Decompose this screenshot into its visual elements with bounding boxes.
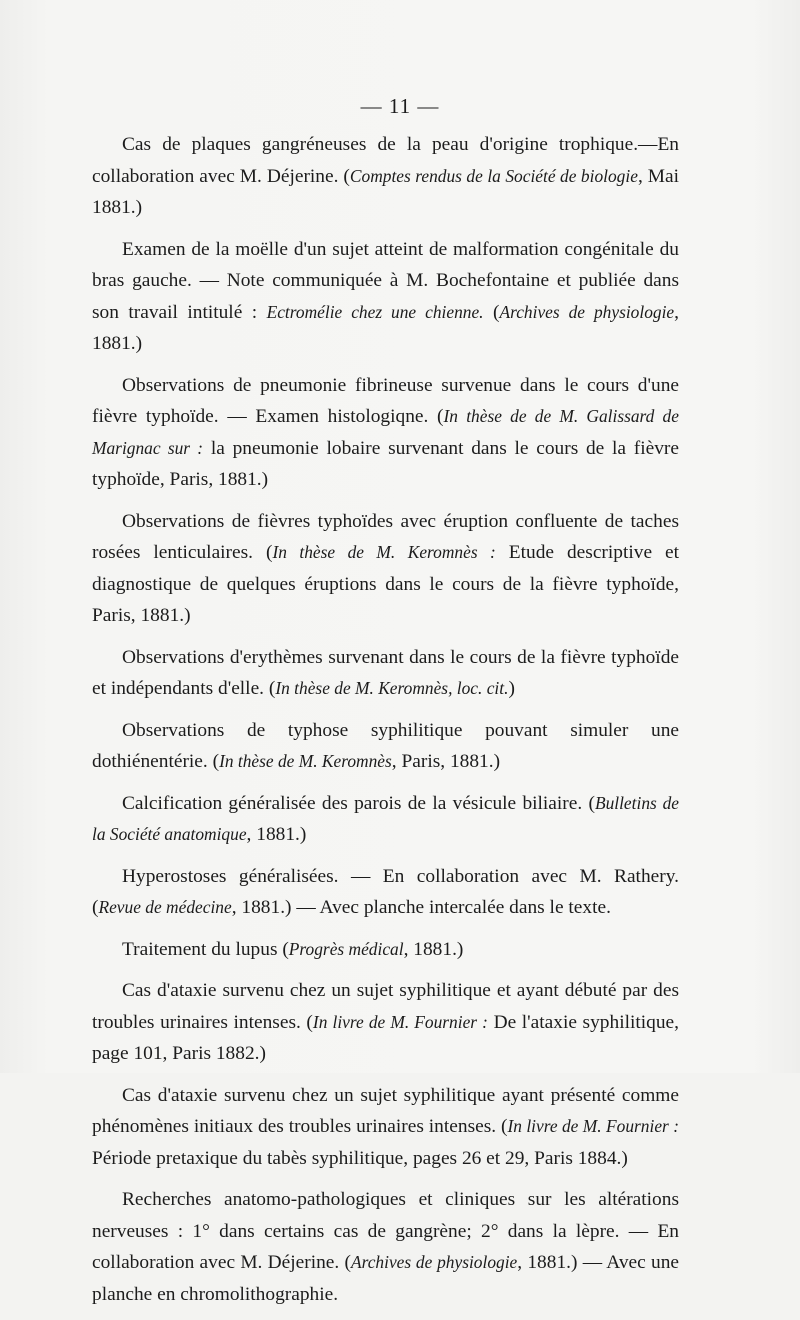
publication-entry: Observations d'erythèmes survenant dans le cours de la fièvre typhoïde et indépendants d'elle. (In thèse de M. Keromnès, loc. cit.) [92, 646, 679, 699]
publication-entry: Observations de typhose syphilitique pouvant simuler une dothiénentérie. (In thèse de M. Keromnès, Paris, 1881.) [92, 719, 679, 772]
publication-entry: Observations de pneumonie fibrineuse survenue dans le cours d'une fièvre typhoïde. — Examen histologiqne. (In thèse de de M. Galissard de Marignac sur : la pneumonie lobaire survenant dans le cours de la fièvre typhoïde, Paris, 1881.) [92, 374, 679, 490]
page-number: — 11 — [360, 94, 440, 118]
publication-entry: Calcification généralisée des parois de la vésicule biliaire. (Bulletins de la Société anatomique, 1881.) [92, 792, 679, 845]
publication-entry: Observations de fièvres typhoïdes avec éruption confluente de taches rosées lenticulaires. (In thèse de M. Keromnès : Etude descriptive et diagnostique de quelques éruptions dans le cours de la fièvre typhoïde, Paris, 1881.) [92, 510, 679, 626]
publication-entry: Examen de la moëlle d'un sujet atteint de malformation congénitale du bras gauche. — Note communiquée à M. Bochefontaine et publiée dans son travail intitulé : Ectromélie chez une chienne. (Archives de physiologie, 1881.) [92, 238, 679, 354]
publication-entry: Cas d'ataxie survenu chez un sujet syphilitique ayant présenté comme phénomènes initiaux des troubles urinaires intenses. (In livre de M. Fournier : Période pretaxique du tabès syphilitique, pages 26 et 29, Paris 1884.) [92, 1084, 679, 1169]
publication-list [92, 129, 679, 1320]
publication-entry: Recherches anatomo-pathologiques et cliniques sur les altérations nerveuses : 1° dans certains cas de gangrène; 2° dans la lèpre. — En collaboration avec M. Déjerine. (Archives de physiologie, 1881.) — Avec une planche en chromolithographie. [92, 1189, 679, 1305]
publication-entry: Cas d'ataxie survenu chez un sujet syphilitique et ayant débuté par des troubles urinaires intenses. (In livre de M. Fournier : De l'ataxie syphilitique, page 101, Paris 1882.) [92, 980, 679, 1064]
publication-entry: Cas de plaques gangréneuses de la peau d'origine trophique.—En collaboration avec M. Déjerine. (Comptes rendus de la Société de biologie, Mai 1881.) [92, 134, 680, 218]
publication-entry: Hyperostoses généralisées. — En collaboration avec M. Rathery. (Revue de médecine, 1881.) — Avec planche intercalée dans le texte. [92, 865, 679, 918]
publication-entry: Traitement du lupus (Progrès médical, 1881.) [122, 938, 464, 960]
